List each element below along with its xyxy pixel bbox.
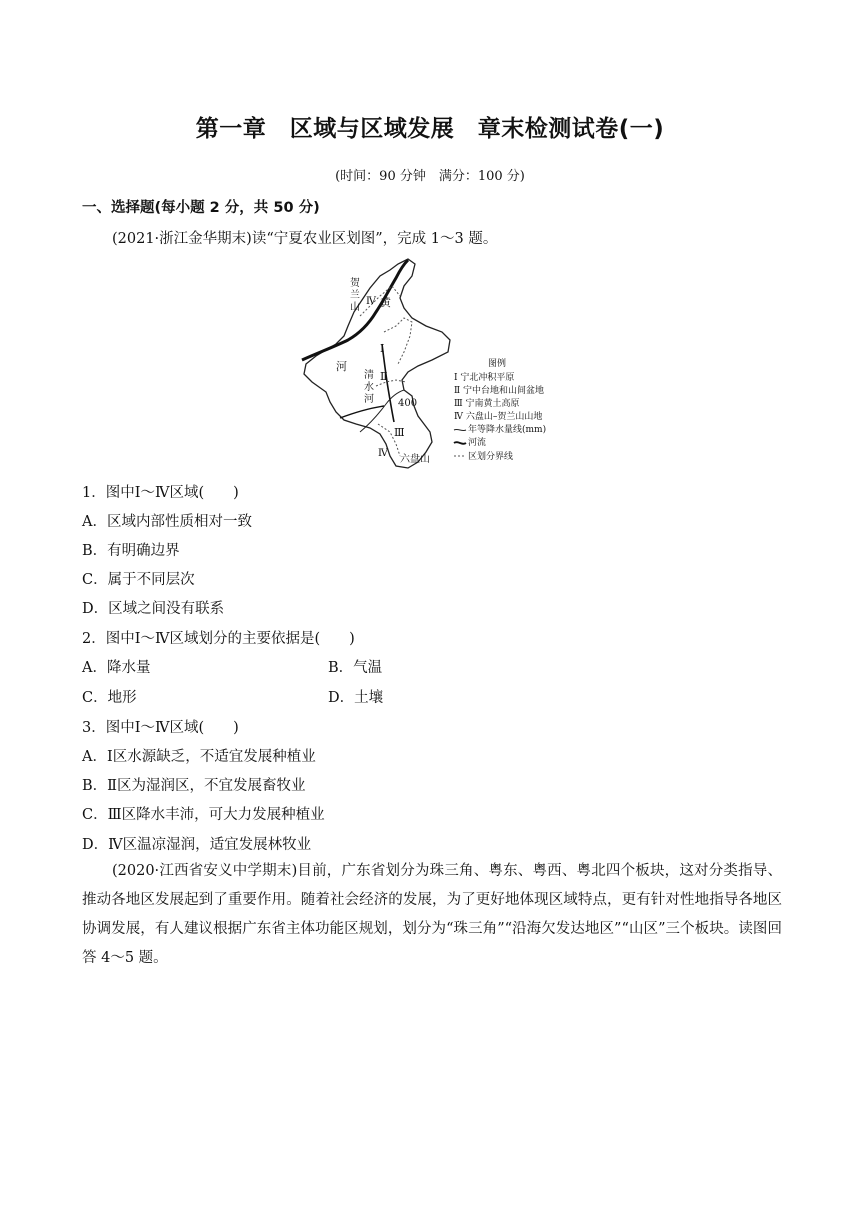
legend-item: Ⅲ 宁南黄土高原 (454, 399, 520, 409)
legend-item: 区划分界线 (468, 452, 514, 462)
page-title: 第一章 区域与区域发展 章末检测试卷(一) (195, 116, 665, 142)
map-label: 兰 (350, 290, 360, 301)
answer-option: B．气温 (328, 660, 383, 676)
map-label: 水 (364, 382, 374, 393)
ningxia-map (300, 256, 590, 471)
answer-option: D．区域之间没有联系 (82, 601, 225, 617)
question-stem: 3．图中Ⅰ～Ⅳ区域( ) (82, 720, 239, 736)
answer-option: C．地形 (82, 690, 137, 706)
legend-item: Ⅰ 宁北冲积平原 (454, 373, 515, 383)
exam-info: (时间：90 分钟 满分：100 分) (335, 169, 525, 184)
answer-option: A．区域内部性质相对一致 (82, 514, 252, 530)
answer-option: B．有明确边界 (82, 543, 180, 559)
map-label: 六盘山 (400, 454, 430, 465)
map-label: 河 (364, 394, 374, 405)
legend-item: Ⅱ 宁中台地和山间盆地 (454, 386, 544, 396)
map-label: 河 (336, 360, 347, 373)
map-label: 400 (398, 398, 418, 409)
reading-passage: (2020·江西省安义中学期末)目前，广东省划分为珠三角、粤东、粤西、粤北四个板块，这对分类指导、推动各地区发展起到了重要作用。随着社会经济的发展，为了更好地体现区域特点，更有针对性地指导各地区协调发展，有人建议根据广东省主体功能区规划，划分为“珠三角”“沿海欠发达地区”“山区”三个板块。读图回答 4～5 题。 (82, 863, 782, 966)
map-label: 黄 (380, 296, 391, 309)
legend-title: 图例 (488, 359, 507, 369)
legend-item: 河流 (468, 438, 487, 448)
section-heading: 一、选择题(每小题 2 分，共 50 分) (82, 200, 320, 216)
answer-option: B．Ⅱ区为湿润区，不宜发展畜牧业 (82, 778, 306, 794)
question-intro: (2021·浙江金华期末)读“宁夏农业区划图”，完成 1～3 题。 (112, 231, 498, 247)
map-label: Ⅱ (380, 370, 388, 383)
answer-option: D．土壤 (328, 690, 384, 706)
map-label: 山 (350, 302, 360, 313)
legend-item: 年等降水量线(mm) (468, 425, 547, 435)
legend-item: Ⅳ 六盘山–贺兰山山地 (454, 412, 543, 422)
answer-option: C．Ⅲ区降水丰沛，可大力发展种植业 (82, 807, 325, 823)
answer-option: D．Ⅳ区温凉湿润，适宜发展林牧业 (82, 837, 312, 853)
question-stem: 1．图中Ⅰ～Ⅳ区域( ) (82, 485, 239, 501)
map-label: Ⅰ (380, 342, 385, 355)
answer-option: C．属于不同层次 (82, 572, 195, 588)
map-outline (304, 259, 450, 468)
map-label: 清 (364, 370, 374, 381)
map-label: 贺 (350, 278, 360, 289)
isoline-legend-icon (454, 429, 466, 430)
answer-option: A．Ⅰ区水源缺乏，不适宜发展种植业 (82, 749, 316, 765)
question-stem: 2．图中Ⅰ～Ⅳ区域划分的主要依据是( ) (82, 631, 355, 647)
map-label: Ⅲ (394, 426, 405, 439)
map-label: Ⅳ (378, 448, 388, 459)
answer-option: A．降水量 (82, 660, 151, 676)
map-label: Ⅳ (366, 296, 376, 307)
river-legend-icon (454, 442, 466, 444)
